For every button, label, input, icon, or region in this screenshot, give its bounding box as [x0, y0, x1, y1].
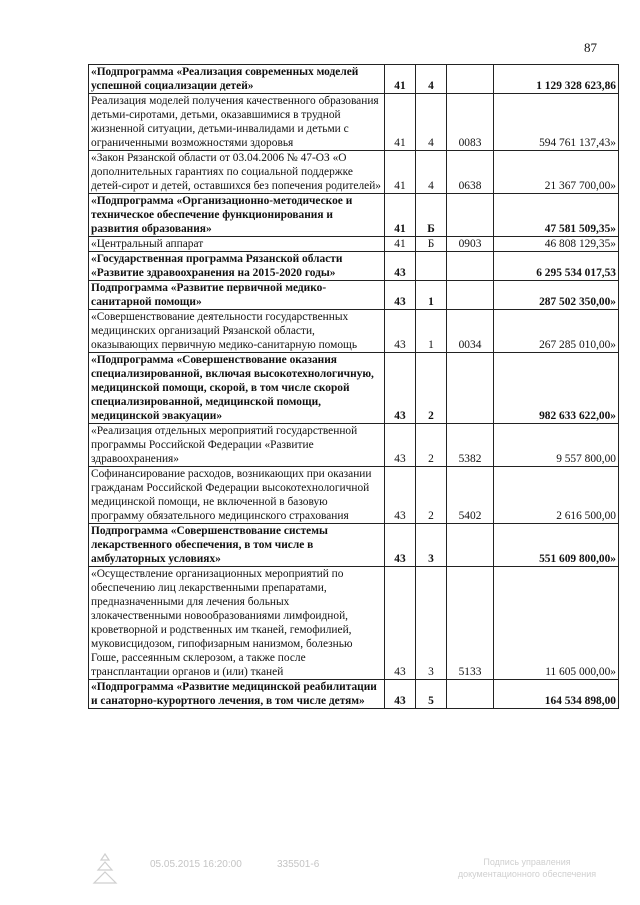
row-amount-cell: 287 502 350,00»	[494, 281, 619, 310]
row-item-code-cell	[447, 252, 494, 281]
row-amount-cell: 11 605 000,00»	[494, 567, 619, 680]
footer-date: 05.05.2015 16:20:00	[150, 859, 242, 870]
table-row	[89, 353, 619, 424]
row-group-code-cell: 43	[385, 310, 416, 353]
row-subprogram-code-cell: 3	[416, 567, 447, 680]
row-group-code-cell: 43	[385, 424, 416, 467]
table-row	[89, 65, 619, 94]
row-group-code-cell: 41	[385, 194, 416, 237]
row-amount-cell: 46 808 129,35»	[494, 237, 619, 252]
row-name-cell: Реализация моделей получения качественного образования детьми-сиротами, детьми, оказавшимися в трудной жизненной ситуации, детьми-инвалидами и детьми с ограниченными возможностями здоровья	[89, 94, 385, 151]
row-name-cell: «Государственная программа Рязанской области «Развитие здравоохранения на 2015-2020 годы»	[89, 252, 385, 281]
row-amount-cell: 164 534 898,00	[494, 680, 619, 709]
row-name-cell: «Реализация отдельных мероприятий государственной программы Российской Федерации «Развитие здравоохранения»	[89, 424, 385, 467]
row-subprogram-code-cell: 4	[416, 94, 447, 151]
row-item-code-cell	[447, 65, 494, 94]
table-row	[89, 310, 619, 353]
page-number: 87	[584, 40, 597, 55]
table-row	[89, 424, 619, 467]
row-subprogram-code-cell: 1	[416, 281, 447, 310]
table-body	[89, 65, 619, 709]
row-item-code-cell	[447, 194, 494, 237]
table-row	[89, 467, 619, 524]
row-subprogram-code-cell: Б	[416, 194, 447, 237]
row-name-cell: Софинансирование расходов, возникающих при оказании гражданам Российской Федерации высокотехнологичной медицинской помощи, не включенной в базовую программу обязательного медицинского страхования	[89, 467, 385, 524]
row-subprogram-code-cell: 1	[416, 310, 447, 353]
row-name-cell: «Подпрограмма «Организационно-методическое и техническое обеспечение функционирования и развития образования»	[89, 194, 385, 237]
row-subprogram-code-cell: 2	[416, 467, 447, 524]
row-amount-cell: 6 295 534 017,53	[494, 252, 619, 281]
row-group-code-cell: 43	[385, 524, 416, 567]
table-row	[89, 680, 619, 709]
row-name-cell: «Подпрограмма «Развитие медицинской реабилитации и санаторно-курортного лечения, в том числе детям»	[89, 680, 385, 709]
row-amount-cell: 47 581 509,35»	[494, 194, 619, 237]
row-item-code-cell	[447, 353, 494, 424]
row-group-code-cell: 41	[385, 237, 416, 252]
row-amount-cell: 9 557 800,00	[494, 424, 619, 467]
table-row	[89, 94, 619, 151]
row-group-code-cell: 43	[385, 680, 416, 709]
row-subprogram-code-cell: 4	[416, 151, 447, 194]
row-group-code-cell: 43	[385, 467, 416, 524]
row-item-code-cell: 0638	[447, 151, 494, 194]
row-item-code-cell	[447, 281, 494, 310]
row-amount-cell: 982 633 622,00»	[494, 353, 619, 424]
row-amount-cell: 594 761 137,43»	[494, 94, 619, 151]
row-item-code-cell: 5402	[447, 467, 494, 524]
table-row	[89, 194, 619, 237]
row-item-code-cell: 5382	[447, 424, 494, 467]
row-item-code-cell	[447, 524, 494, 567]
table-row	[89, 524, 619, 567]
row-group-code-cell: 43	[385, 281, 416, 310]
row-subprogram-code-cell	[416, 252, 447, 281]
row-group-code-cell: 41	[385, 65, 416, 94]
footer	[90, 852, 610, 892]
row-item-code-cell: 0034	[447, 310, 494, 353]
row-name-cell: «Совершенствование деятельности государственных медицинских организаций Рязанской области, оказывающих первичную медико-санитарную помощь	[89, 310, 385, 353]
row-name-cell: «Осуществление организационных мероприятий по обеспечению лиц лекарственными препаратами, предназначенными для лечения больных злокачественными новообразованиями лимфоидной, кроветворной и родственных им тканей, гемофилией, муковисцидозом, гипофизарным нанизмом, болезнью Гоше, рассеянным склерозом, а также после трансплантации органов и (или) тканей	[89, 567, 385, 680]
row-item-code-cell: 0903	[447, 237, 494, 252]
row-name-cell: Подпрограмма «Развитие первичной медико-санитарной помощи»	[89, 281, 385, 310]
row-subprogram-code-cell: Б	[416, 237, 447, 252]
row-subprogram-code-cell: 4	[416, 65, 447, 94]
footer-note: Подпись управления документационного обеспечения	[457, 857, 597, 879]
row-item-code-cell	[447, 680, 494, 709]
row-subprogram-code-cell: 5	[416, 680, 447, 709]
table-row	[89, 237, 619, 252]
table-row	[89, 252, 619, 281]
row-group-code-cell: 43	[385, 567, 416, 680]
row-amount-cell: 2 616 500,00	[494, 467, 619, 524]
stamp-icon	[90, 852, 120, 886]
row-name-cell: Подпрограмма «Совершенствование системы лекарственного обеспечения, в том числе в амбулаторных условиях»	[89, 524, 385, 567]
footer-document-id: 335501-6	[277, 859, 320, 870]
row-amount-cell: 1 129 328 623,86	[494, 65, 619, 94]
row-group-code-cell: 41	[385, 151, 416, 194]
row-item-code-cell: 0083	[447, 94, 494, 151]
table-row	[89, 151, 619, 194]
row-group-code-cell: 43	[385, 353, 416, 424]
row-amount-cell: 21 367 700,00»	[494, 151, 619, 194]
row-group-code-cell: 41	[385, 94, 416, 151]
row-item-code-cell: 5133	[447, 567, 494, 680]
row-subprogram-code-cell: 2	[416, 353, 447, 424]
table-row	[89, 281, 619, 310]
row-amount-cell: 267 285 010,00»	[494, 310, 619, 353]
row-name-cell: «Подпрограмма «Совершенствование оказания специализированной, включая высокотехнологичную, медицинской помощи, скорой, в том числе скорой специализированной, медицинской помощи, медицинской эвакуации»	[89, 353, 385, 424]
budget-table	[88, 64, 619, 709]
row-group-code-cell: 43	[385, 252, 416, 281]
row-name-cell: «Центральный аппарат	[89, 237, 385, 252]
row-amount-cell: 551 609 800,00»	[494, 524, 619, 567]
row-subprogram-code-cell: 2	[416, 424, 447, 467]
row-name-cell: «Закон Рязанской области от 03.04.2006 № 47-ОЗ «О дополнительных гарантиях по социальной поддержке детей-сирот и детей, оставшихся без попечения родителей»	[89, 151, 385, 194]
row-name-cell: «Подпрограмма «Реализация современных моделей успешной социализации детей»	[89, 65, 385, 94]
row-subprogram-code-cell: 3	[416, 524, 447, 567]
table-row	[89, 567, 619, 680]
